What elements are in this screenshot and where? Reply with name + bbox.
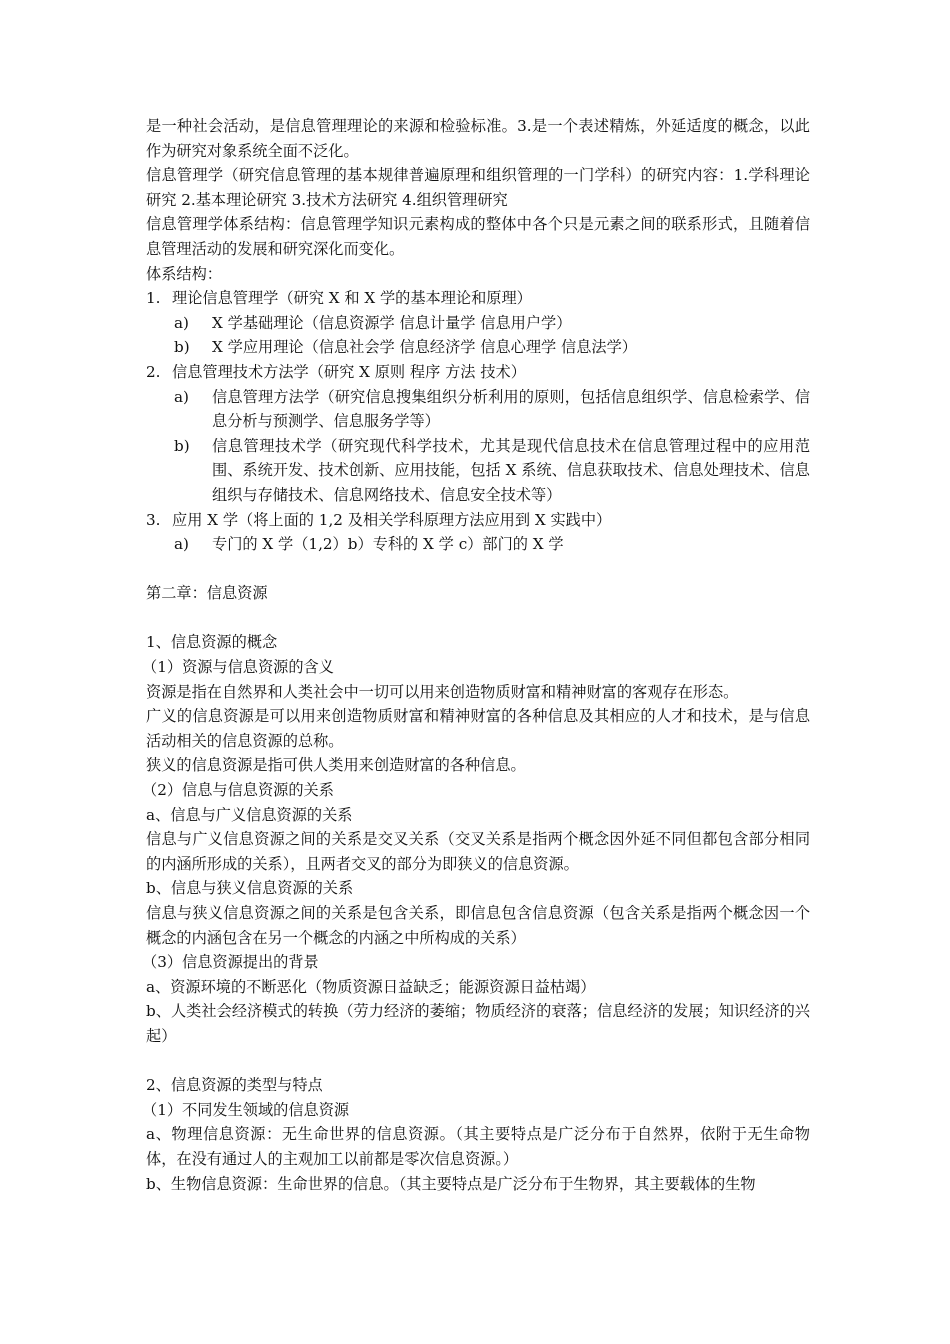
outline-sub-text: X 学基础理论（信息资源学 信息计量学 信息用户学）: [212, 313, 572, 332]
outline-number: 3.: [146, 510, 161, 529]
outline-number: 1.: [146, 289, 161, 308]
outline-item: [146, 360, 810, 385]
paragraph: 广义的信息资源是可以用来创造物质财富和精神财富的各种信息及其相应的人才和技术，是与信息活动相关的信息资源的总称。: [146, 707, 810, 750]
outline-sub-number: b): [174, 338, 190, 357]
paragraph: 信息管理学体系结构：信息管理学知识元素构成的整体中各个只是元素之间的联系形式，且随着信息管理活动的发展和研究深化而变化。: [146, 215, 810, 258]
section-heading: 2、信息资源的类型与特点: [146, 1076, 323, 1095]
outline-subitem: [146, 311, 810, 336]
paragraph: 资源是指在自然界和人类社会中一切可以用来创造物质财富和精神财富的客观存在形态。: [146, 682, 739, 701]
subsection-heading: （2）信息与信息资源的关系: [142, 781, 334, 800]
outline-sub-number: a): [174, 313, 189, 332]
outline-item: [146, 286, 810, 311]
paragraph: 信息与广义信息资源之间的关系是交叉关系（交叉关系是指两个概念因外延不同但都包含部分相同的内涵所形成的关系），且两者交叉的部分为即狭义的信息资源。: [146, 830, 810, 873]
outline-sub-number: a): [174, 387, 189, 406]
outline-subitem: [146, 385, 810, 434]
outline-item: [146, 508, 810, 533]
paragraph: b、信息与狭义信息资源的关系: [146, 879, 354, 898]
blank-line: [146, 1049, 810, 1074]
paragraph: 信息与狭义信息资源之间的关系是包含关系，即信息包含信息资源（包含关系是指两个概念因一个概念的内涵包含在另一个概念的内涵之中所构成的关系）: [146, 904, 810, 947]
paragraph: a、信息与广义信息资源的关系: [146, 805, 353, 824]
paragraph: b、生物信息资源：生命世界的信息。（其主要特点是广泛分布于生物界，其主要载体的生物: [146, 1174, 756, 1193]
outline-number: 2.: [146, 362, 161, 381]
subsection-heading: （3）信息资源提出的背景: [142, 953, 319, 972]
outline-subitem: [146, 335, 810, 360]
subsection-heading: （1）不同发生领域的信息资源: [142, 1100, 350, 1119]
outline-sub-text: 信息管理方法学（研究信息搜集组织分析利用的原则，包括信息组织学、信息检索学、信息分析与预测学、信息服务学等）: [212, 387, 810, 431]
outline-text: 信息管理技术方法学（研究 X 原则 程序 方法 技术）: [172, 362, 526, 381]
paragraph: a、物理信息资源：无生命世界的信息资源。（其主要特点是广泛分布于自然界，依附于无生命物体，在没有通过人的主观加工以前都是零次信息资源。）: [146, 1125, 810, 1168]
outline-sub-text: 信息管理技术学（研究现代科学技术，尤其是现代信息技术在信息管理过程中的应用范围、系统开发、技术创新、应用技能，包括 X 系统、信息获取技术、信息处理技术、信息组织与存储技术、信息网络技术、信息安全技术等）: [212, 436, 810, 504]
outline-text: 应用 X 学（将上面的 1,2 及相关学科原理方法应用到 X 实践中）: [172, 510, 612, 529]
paragraph: a、资源环境的不断恶化（物质资源日益缺乏；能源资源日益枯竭）: [146, 977, 596, 996]
outline-sub-number: a): [174, 535, 189, 554]
paragraph: 狭义的信息资源是指可供人类用来创造财富的各种信息。: [146, 756, 526, 775]
paragraph: 体系结构：: [146, 264, 222, 283]
outline-subitem: [146, 532, 810, 557]
subsection-heading: （1）资源与信息资源的含义: [142, 658, 334, 677]
outline-subitem: [146, 434, 810, 508]
blank-line: [146, 606, 810, 631]
paragraph: 是一种社会活动，是信息管理理论的来源和检验标准。3.是一个表述精炼，外延适度的概念，以此作为研究对象系统全面不泛化。: [146, 117, 810, 160]
section-heading: 1、信息资源的概念: [146, 633, 278, 652]
outline-sub-text: X 学应用理论（信息社会学 信息经济学 信息心理学 信息法学）: [212, 338, 637, 357]
chapter-title: 第二章：信息资源: [146, 584, 268, 603]
document-body: [142, 114, 810, 1196]
outline-sub-text: 专门的 X 学（1,2）b）专科的 X 学 c）部门的 X 学: [212, 535, 564, 554]
blank-line: [146, 557, 810, 582]
outline-text: 理论信息管理学（研究 X 和 X 学的基本理论和原理）: [172, 289, 532, 308]
paragraph: b、人类社会经济模式的转换（劳力经济的萎缩；物质经济的衰落；信息经济的发展；知识经济的兴起）: [146, 1002, 810, 1045]
paragraph: 信息管理学（研究信息管理的基本规律普遍原理和组织管理的一门学科）的研究内容：1.学科理论研究 2.基本理论研究 3.技术方法研究 4.组织管理研究: [146, 166, 810, 209]
outline-sub-number: b): [174, 436, 190, 455]
